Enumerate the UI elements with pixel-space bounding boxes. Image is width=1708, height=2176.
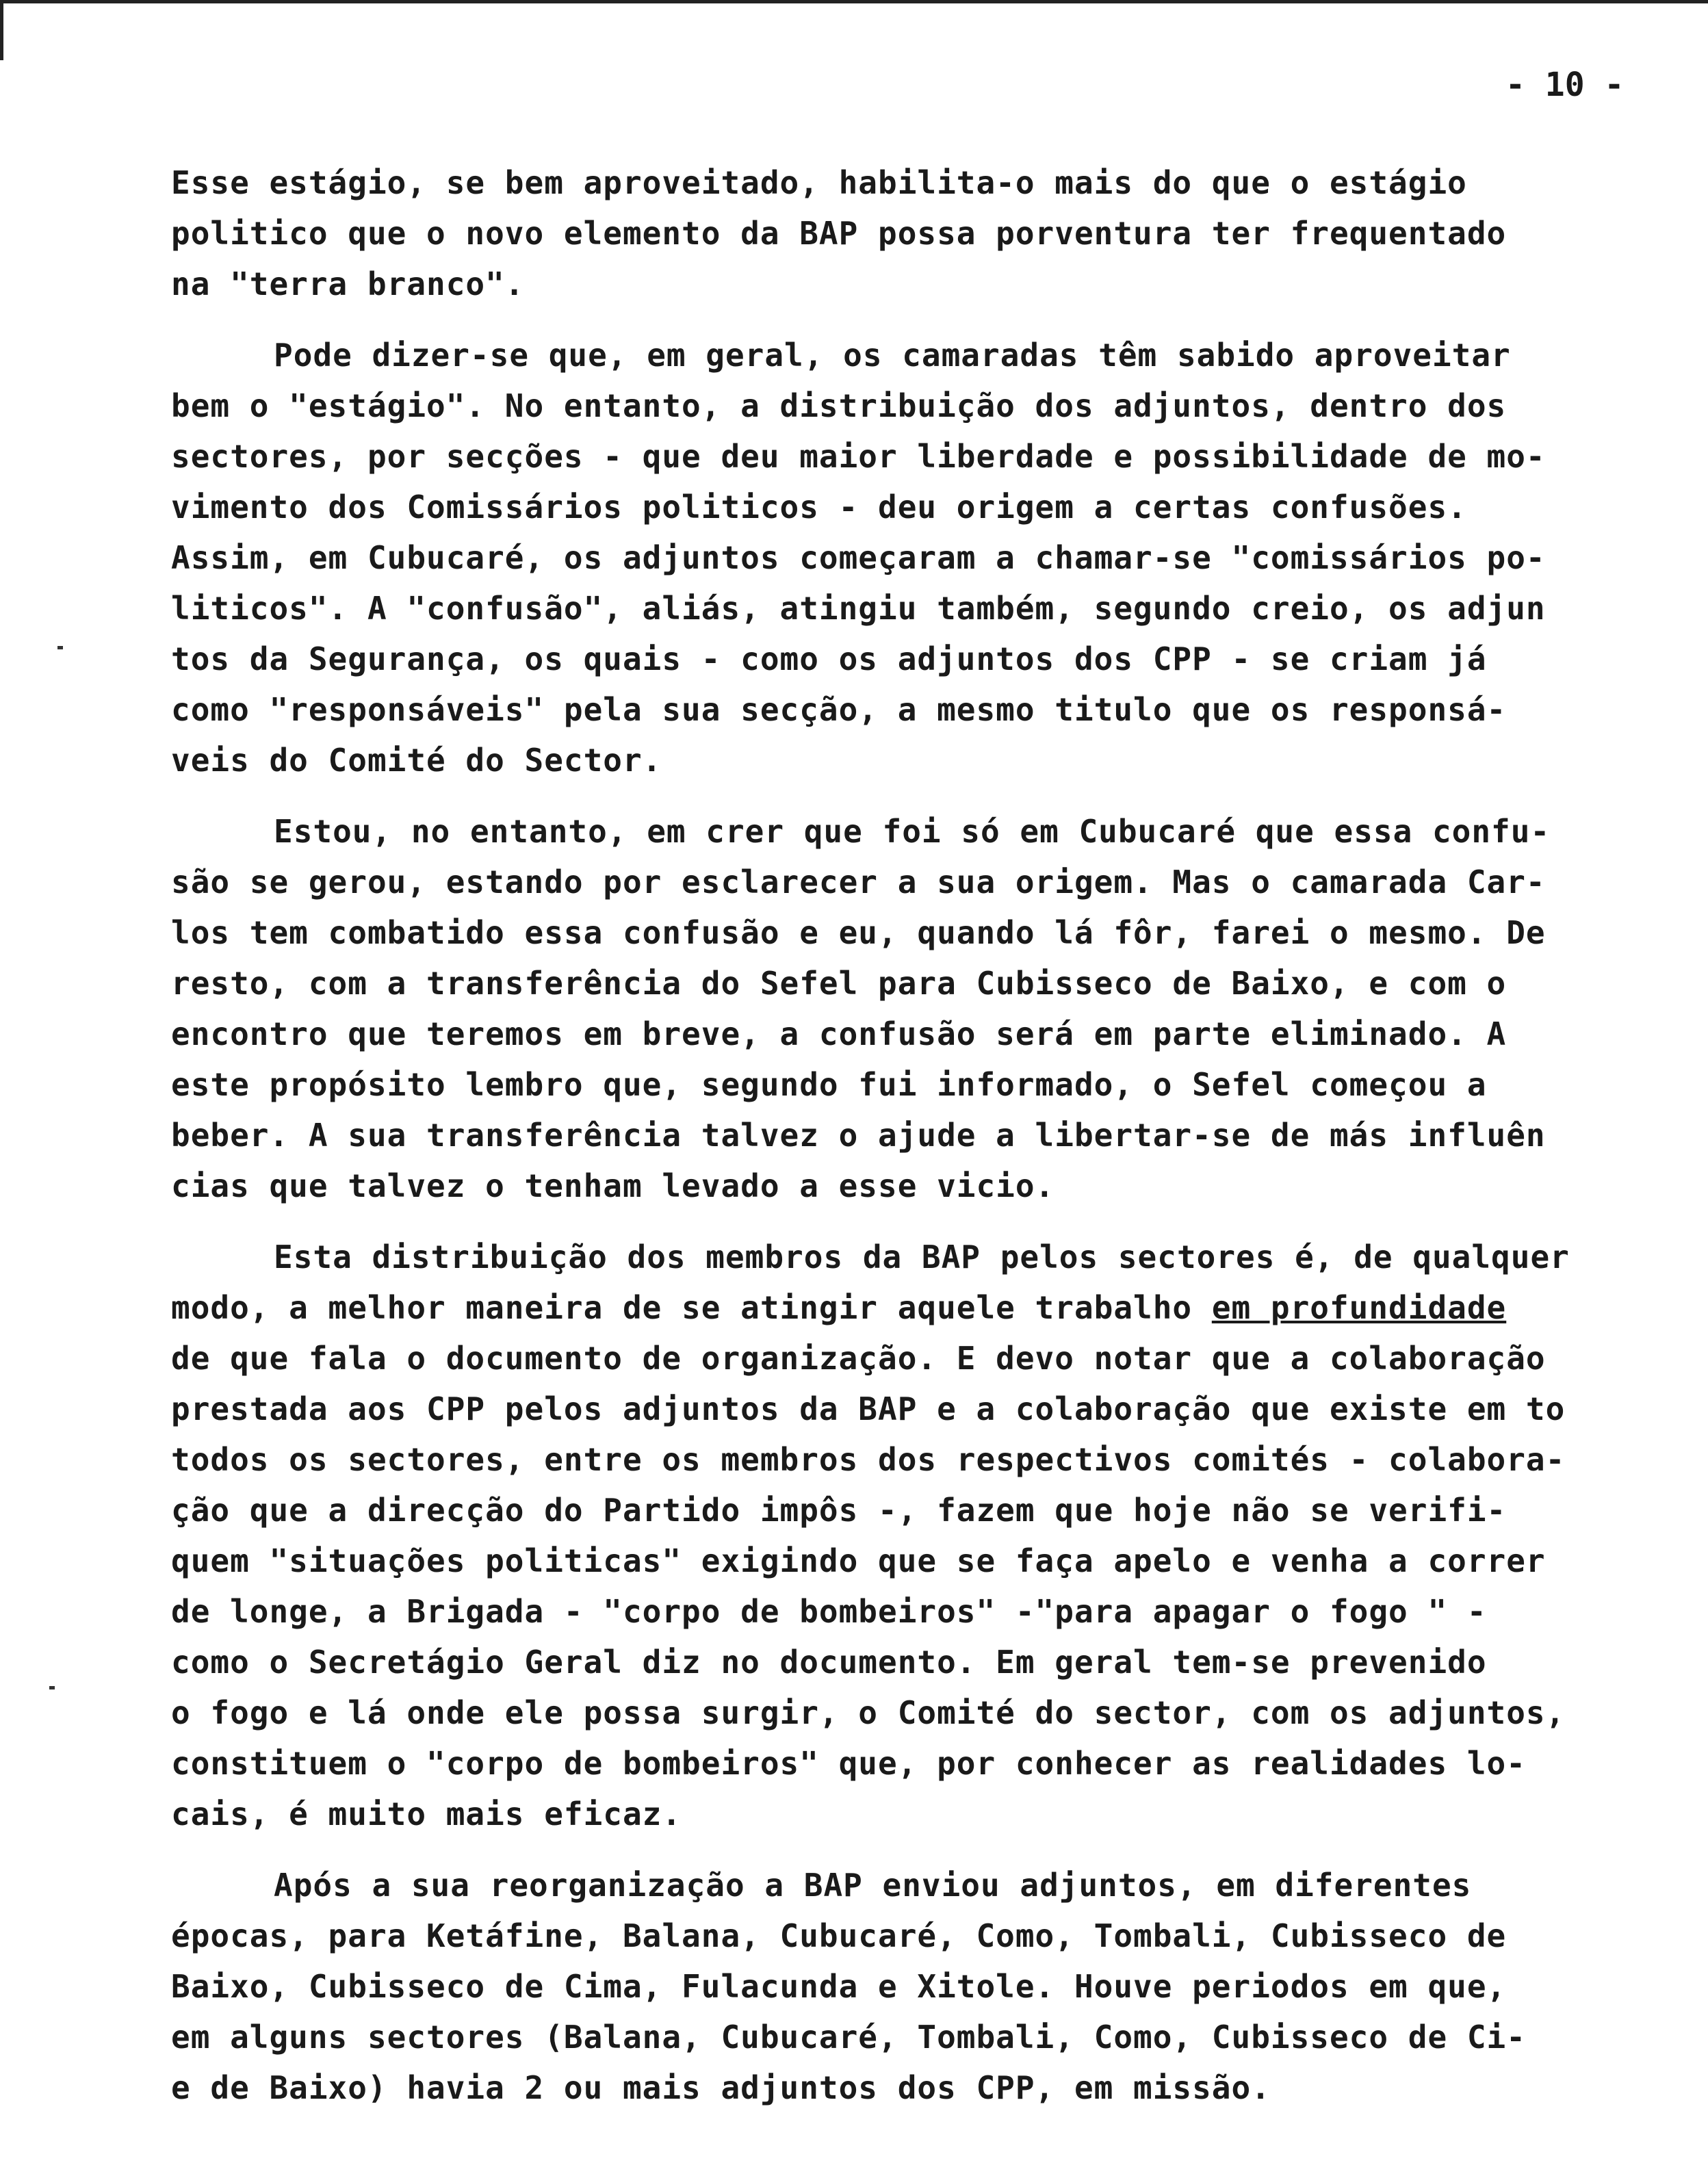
text-line: Esta distribuição dos membros da BAP pelos sectores é, de qualquer: [274, 1239, 1570, 1275]
paragraph-5: [171, 1860, 1677, 2113]
text-line: Assim, em Cubucaré, os adjuntos começaram a chamar-se "comissários po-: [171, 539, 1546, 576]
text-line: épocas, para Ketáfine, Balana, Cubucaré, Como, Tombali, Cubisseco de: [171, 1917, 1507, 1954]
text-line: quem "situações politicas" exigindo que se faça apelo e venha a correr: [171, 1542, 1546, 1579]
text-line: na "terra branco".: [171, 265, 525, 302]
text-line: bem o "estágio". No entanto, a distribuição dos adjuntos, dentro dos: [171, 387, 1507, 424]
text-line: Pode dizer-se que, em geral, os camaradas têm sabido aproveitar: [274, 337, 1511, 374]
text-line: o fogo e lá onde ele possa surgir, o Comité do sector, com os adjuntos,: [171, 1694, 1566, 1731]
text-line: de que fala o documento de organização. E devo notar que a colaboração: [171, 1340, 1546, 1377]
text-line: constituem o "corpo de bombeiros" que, por conhecer as realidades lo-: [171, 1745, 1526, 1782]
text-line: veis do Comité do Sector.: [171, 742, 662, 779]
text-line: resto, com a transferência do Sefel para Cubisseco de Baixo, e com o: [171, 965, 1507, 1002]
text-line: tos da Segurança, os quais - como os adjuntos dos CPP - se criam já: [171, 640, 1487, 677]
text-line: de longe, a Brigada - "corpo de bombeiros" -"para apagar o fogo " -: [171, 1593, 1487, 1630]
text-line: beber. A sua transferência talvez o ajude a libertar-se de más influên: [171, 1117, 1546, 1154]
page-top-edge: [0, 0, 1708, 3]
text-line: encontro que teremos em breve, a confusão será em parte eliminado. A: [171, 1015, 1507, 1052]
text-line: ção que a direcção do Partido impôs -, fazem que hoje não se verifi-: [171, 1492, 1507, 1529]
document-body: [171, 157, 1677, 2113]
text-line: como o Secretágio Geral diz no documento. Em geral tem-se prevenido: [171, 1644, 1487, 1681]
text-line: Estou, no entanto, em crer que foi só em Cubucaré que essa confu-: [274, 813, 1551, 850]
paragraph-3: [171, 806, 1677, 1211]
page-left-edge: [0, 0, 3, 60]
underlined-phrase: em profundidade: [1211, 1289, 1507, 1326]
text-line: são se gerou, estando por esclarecer a sua origem. Mas o camarada Car-: [171, 864, 1546, 901]
text-line: em alguns sectores (Balana, Cubucaré, Tombali, Como, Cubisseco de Ci-: [171, 2019, 1526, 2056]
text-line: liticos". A "confusão", aliás, atingiu também, segundo creio, os adjun: [171, 590, 1546, 627]
paragraph-4: [171, 1232, 1677, 1839]
scan-speck: [57, 646, 63, 649]
text-line: e de Baixo) havia 2 ou mais adjuntos dos CPP, em missão.: [171, 2069, 1271, 2106]
paragraph-2: [171, 330, 1677, 786]
text-line: este propósito lembro que, segundo fui informado, o Sefel começou a: [171, 1066, 1487, 1103]
paragraph-1: [171, 157, 1677, 309]
text-line: sectores, por secções - que deu maior liberdade e possibilidade de mo-: [171, 438, 1546, 475]
text-line: Após a sua reorganização a BAP enviou adjuntos, em diferentes: [274, 1867, 1472, 1904]
text-line: vimento dos Comissários politicos - deu origem a certas confusões.: [171, 489, 1467, 526]
text-line: Baixo, Cubisseco de Cima, Fulacunda e Xitole. Houve periodos em que,: [171, 1968, 1507, 2005]
text-line: los tem combatido essa confusão e eu, quando lá fôr, farei o mesmo. De: [171, 914, 1546, 951]
text-line: cias que talvez o tenham levado a esse vicio.: [171, 1167, 1055, 1204]
text-line: como "responsáveis" pela sua secção, a mesmo titulo que os responsá-: [171, 691, 1507, 728]
text-line: todos os sectores, entre os membros dos respectivos comités - colabora-: [171, 1441, 1566, 1478]
text-line: Esse estágio, se bem aproveitado, habilita-o mais do que o estágio: [171, 164, 1467, 201]
scan-speck: [49, 1686, 55, 1689]
text-line: politico que o novo elemento da BAP possa porventura ter frequentado: [171, 215, 1507, 252]
text-line: prestada aos CPP pelos adjuntos da BAP e a colaboração que existe em to: [171, 1390, 1566, 1427]
text-line: modo, a melhor maneira de se atingir aquele trabalho em profundidade: [171, 1289, 1507, 1326]
page-number: - 10 -: [1505, 66, 1625, 104]
text-line: cais, é muito mais eficaz.: [171, 1796, 682, 1832]
